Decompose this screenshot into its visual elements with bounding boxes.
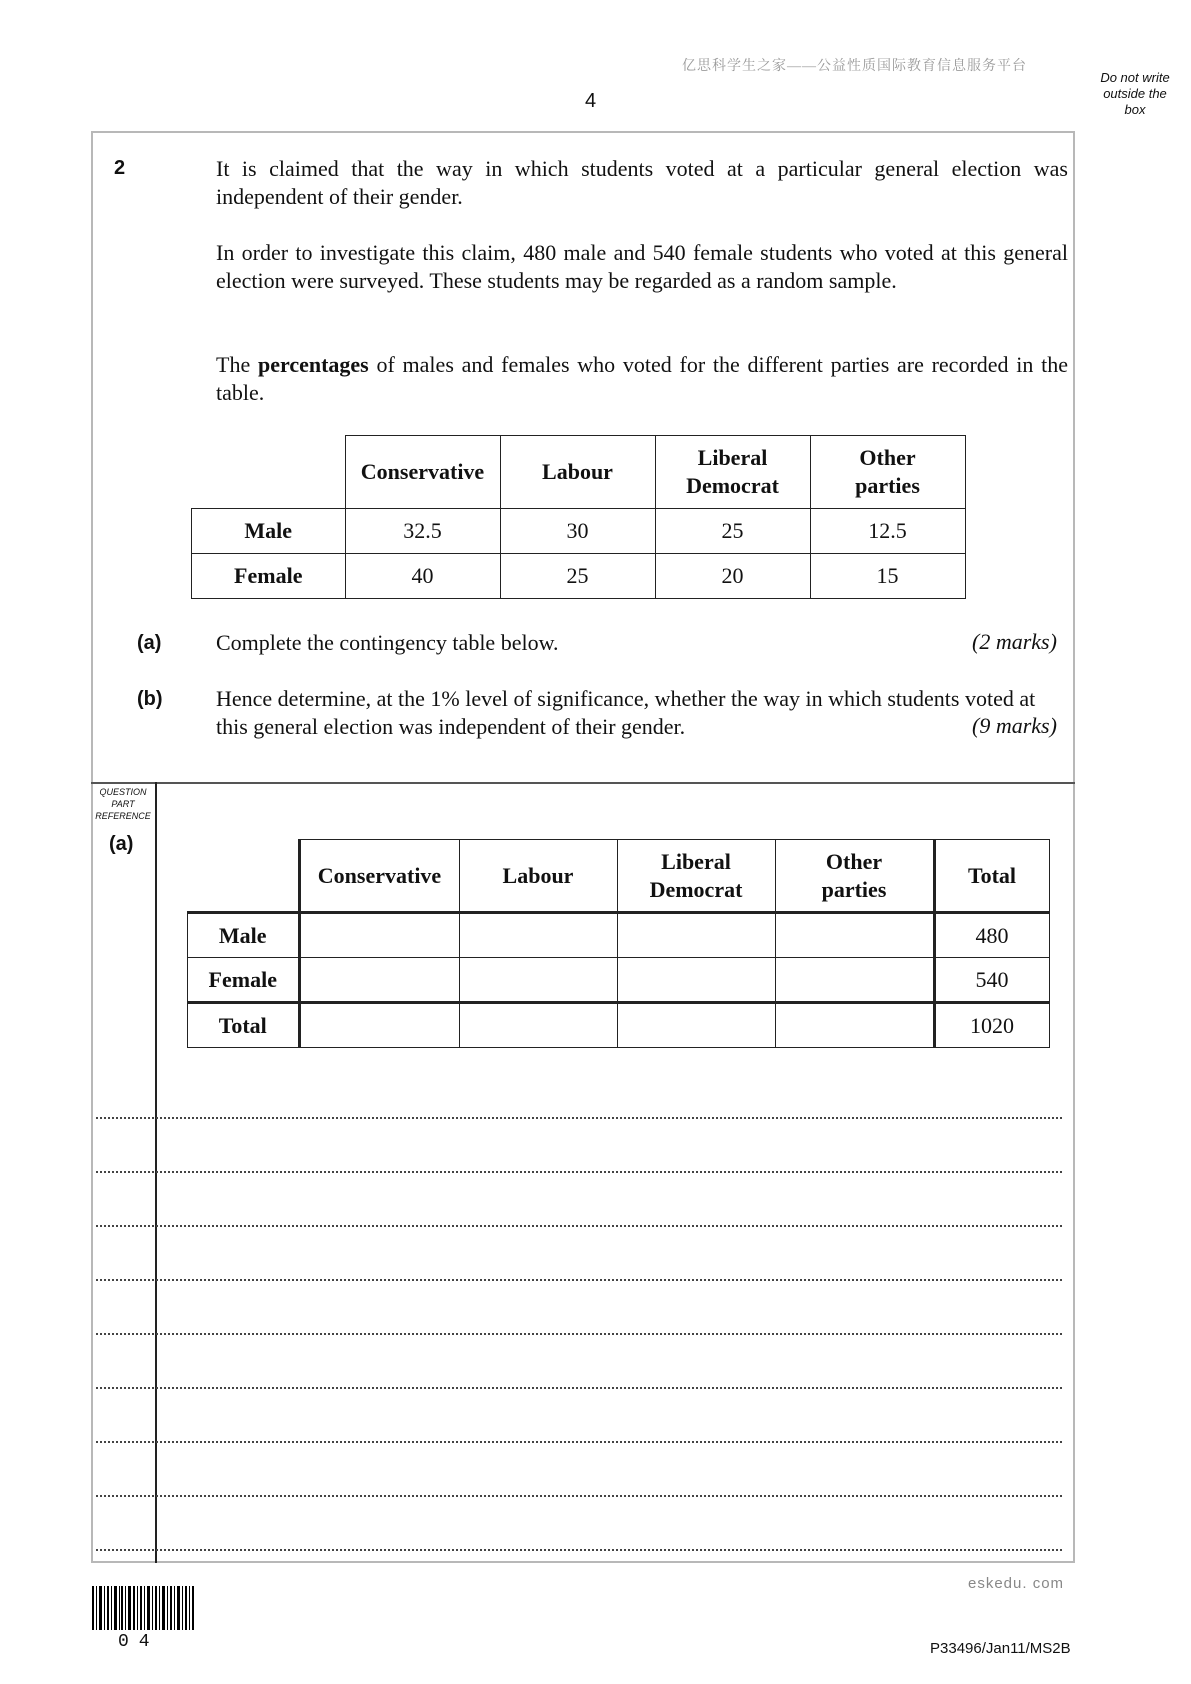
question-para-1: It is claimed that the way in which students voted at a particular general election was independent of their gender.	[216, 156, 1068, 209]
question-number: 2	[114, 157, 126, 179]
row-label: Female	[188, 958, 300, 1003]
col-header	[617, 840, 775, 913]
answer-cell[interactable]	[299, 1003, 459, 1048]
answer-line[interactable]	[96, 1171, 1062, 1173]
answer-cell[interactable]	[617, 1003, 775, 1048]
answer-cell[interactable]	[299, 958, 459, 1003]
page-number: 4	[585, 90, 597, 112]
answer-line[interactable]	[96, 1495, 1062, 1497]
table-cell: 12.5	[810, 509, 965, 554]
answer-cell[interactable]	[299, 913, 459, 958]
col-header: Labour	[459, 840, 617, 913]
part-b-marks: (9 marks)	[972, 713, 1057, 738]
qpr-line: PART	[111, 799, 135, 809]
part-a-text: Complete the contingency table below.	[216, 630, 559, 655]
answer-cell[interactable]	[775, 913, 934, 958]
col-header-text: Other parties	[821, 848, 887, 902]
answer-line[interactable]	[96, 1333, 1062, 1335]
question-para-2: In order to investigate this claim, 480 male and 540 female students who voted at this general election were surveyed. These students may be regarded as a random sample.	[216, 240, 1068, 293]
barcode-number: 04	[118, 1632, 160, 1652]
answer-part-reference: (a)	[109, 833, 134, 855]
part-b-text: Hence determine, at the 1% level of significance, whether the way in which students voted at this general election was independent of their gender.	[216, 686, 1036, 739]
table-cell: 40	[345, 554, 500, 599]
margin-note	[1090, 70, 1180, 118]
grand-total: 1020	[934, 1003, 1049, 1048]
col-header	[655, 436, 810, 509]
table-cell: 25	[500, 554, 655, 599]
table-cell: 32.5	[345, 509, 500, 554]
table-corner	[188, 840, 300, 913]
col-header: Conservative	[345, 436, 500, 509]
question-part-reference-label	[93, 786, 153, 822]
table-row	[188, 913, 1050, 958]
col-header	[775, 840, 934, 913]
contingency-table	[187, 839, 1050, 1048]
answer-line[interactable]	[96, 1549, 1062, 1551]
table-cell: 30	[500, 509, 655, 554]
part-b-label: (b)	[137, 688, 163, 710]
col-header-text: Liberal Democrat	[686, 445, 779, 498]
table-cell: 25	[655, 509, 810, 554]
row-label: Total	[188, 1003, 300, 1048]
section-divider	[91, 782, 1075, 784]
table-row	[192, 509, 966, 554]
row-label: Male	[192, 509, 346, 554]
watermark-footer: eskedu. com	[968, 1575, 1065, 1592]
table-row	[188, 958, 1050, 1003]
col-header: Conservative	[299, 840, 459, 913]
question-para-3	[216, 351, 1068, 407]
part-a-label: (a)	[137, 632, 162, 654]
para-3-bold: percentages	[257, 352, 369, 377]
col-header	[810, 436, 965, 509]
answer-line[interactable]	[96, 1441, 1062, 1443]
row-total: 480	[934, 913, 1049, 958]
col-header: Total	[934, 840, 1049, 913]
answer-line[interactable]	[96, 1117, 1062, 1119]
table-cell: 20	[655, 554, 810, 599]
row-label: Male	[188, 913, 300, 958]
col-header-text: Liberal Democrat	[649, 848, 743, 902]
qpr-line: QUESTION	[99, 787, 147, 797]
para-3-end: of males and females who voted for the different parties are recorded in the table.	[216, 352, 1069, 405]
part-a-marks: (2 marks)	[972, 629, 1057, 654]
barcode-icon	[92, 1586, 194, 1630]
paper-reference: P33496/Jan11/MS2B	[930, 1640, 1071, 1657]
margin-note-line: box	[1124, 102, 1146, 117]
qpr-line: REFERENCE	[95, 811, 151, 821]
table-row	[192, 554, 966, 599]
table-row	[188, 1003, 1050, 1048]
answer-cell[interactable]	[775, 1003, 934, 1048]
answer-cell[interactable]	[459, 1003, 617, 1048]
margin-note-line: outside the	[1103, 86, 1167, 101]
answer-cell[interactable]	[459, 913, 617, 958]
table-corner	[192, 436, 346, 509]
table-cell: 15	[810, 554, 965, 599]
col-header: Labour	[500, 436, 655, 509]
answer-cell[interactable]	[617, 958, 775, 1003]
watermark-header: 亿思科学生之家——公益性质国际教育信息服务平台	[682, 59, 1027, 74]
answer-cell[interactable]	[617, 913, 775, 958]
answer-cell[interactable]	[775, 958, 934, 1003]
col-header-text: Other parties	[855, 445, 920, 498]
para-3-start: The	[216, 352, 258, 377]
answer-line[interactable]	[96, 1387, 1062, 1389]
row-label: Female	[192, 554, 346, 599]
margin-note-line: Do not write	[1100, 70, 1170, 85]
answer-line[interactable]	[96, 1279, 1062, 1281]
row-total: 540	[934, 958, 1049, 1003]
percentage-table	[191, 435, 966, 599]
answer-cell[interactable]	[459, 958, 617, 1003]
answer-line[interactable]	[96, 1225, 1062, 1227]
